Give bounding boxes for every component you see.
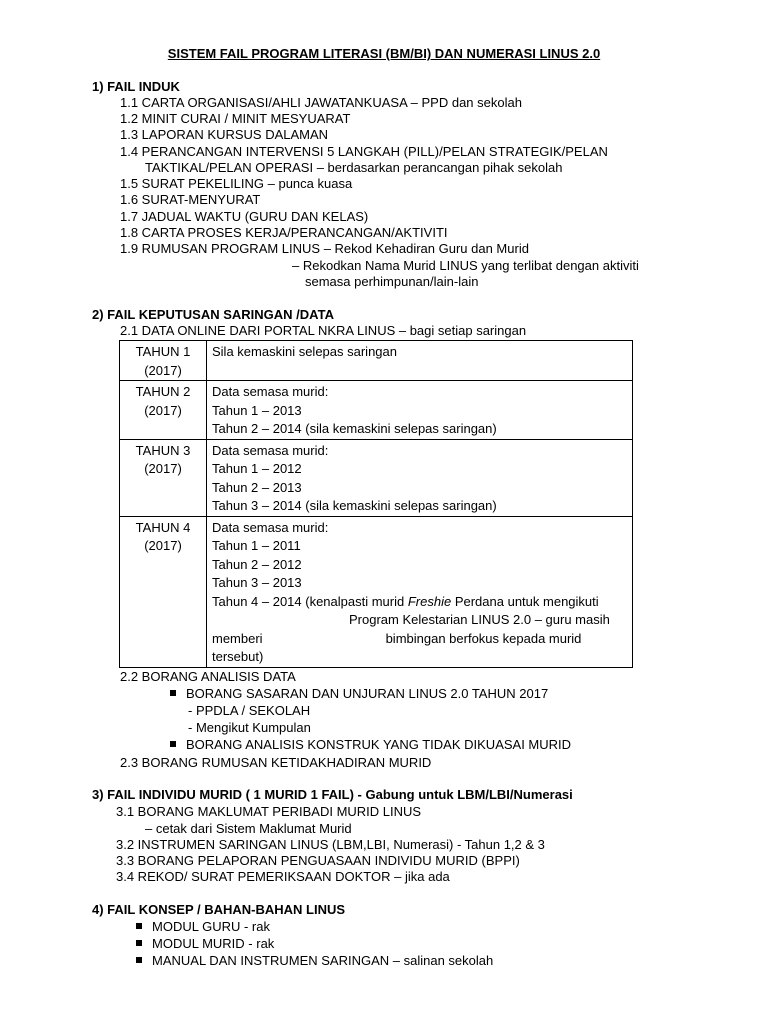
table-data-cell: [207, 341, 633, 381]
year-value: (2017): [144, 461, 182, 476]
cell-text: Perdana untuk mengikuti: [451, 593, 599, 609]
section-2-heading: 2) FAIL KEPUTUSAN SARINGAN /DATA: [92, 307, 334, 322]
bullet-text: BORANG ANALISIS KONSTRUK YANG TIDAK DIKUASAI MURID: [186, 737, 572, 752]
bullet-icon: [170, 690, 176, 696]
bullet-text: MANUAL DAN INSTRUMEN SARINGAN – salinan sekolah: [152, 953, 494, 968]
bullet-icon: [136, 940, 142, 946]
cell-line: Sila kemaskini selepas saringan: [212, 344, 397, 359]
table-row: [120, 381, 633, 440]
cell-line: Data semasa murid:: [212, 384, 329, 399]
cell-line: Tahun 2 – 2013: [212, 479, 302, 495]
year-value: (2017): [144, 538, 182, 553]
cell-line: Tahun 1 – 2013: [212, 402, 302, 418]
cell-line: Tahun 3 – 2013: [212, 575, 302, 590]
table-data-cell: [207, 516, 633, 667]
s1-item-1-1: 1.1 CARTA ORGANISASI/AHLI JAWATANKUASA – PPD dan sekolah: [120, 95, 522, 110]
bullet-text: MODUL GURU - rak: [152, 919, 270, 934]
section-3-heading: 3) FAIL INDIVIDU MURID ( 1 MURID 1 FAIL) - Gabung untuk LBM/LBI/Numerasi: [92, 787, 573, 802]
s3-item-3-1: 3.1 BORANG MAKLUMAT PERIBADI MURID LINUS: [116, 804, 422, 819]
s4-item-1: [136, 919, 270, 935]
bullet-text: BORANG SASARAN DAN UNJURAN LINUS 2.0 TAHUN 2017: [186, 686, 549, 701]
cell-text-italic: Freshie: [407, 593, 452, 609]
cell-line: tersebut): [212, 649, 264, 664]
table-row: [120, 439, 633, 516]
s2-dash-1: - PPDLA / SEKOLAH: [188, 703, 311, 718]
s2-dash-2: - Mengikut Kumpulan: [188, 720, 311, 735]
s2-sub-2-2: 2.2 BORANG ANALISIS DATA: [120, 669, 296, 684]
s1-item-1-4-cont: TAKTIKAL/PELAN OPERASI – berdasarkan perancangan pihak sekolah: [145, 160, 563, 175]
cell-text: bimbingan berfokus kepada murid: [385, 630, 582, 646]
cell-line: Tahun 2 – 2012: [212, 556, 302, 572]
table-year-cell: [120, 516, 207, 667]
table-year-cell: [120, 381, 207, 440]
table-year-cell: [120, 341, 207, 381]
bullet-icon: [136, 923, 142, 929]
cell-text: memberi: [212, 630, 263, 646]
table-data-cell: [207, 439, 633, 516]
cell-line: Tahun 2 – 2014 (sila kemaskini selepas saringan): [212, 421, 497, 436]
s1-item-1-2: 1.2 MINIT CURAI / MINIT MESYUARAT: [120, 111, 351, 126]
section-4-heading: 4) FAIL KONSEP / BAHAN-BAHAN LINUS: [92, 902, 346, 917]
s1-item-1-8: 1.8 CARTA PROSES KERJA/PERANCANGAN/AKTIVITI: [120, 225, 448, 240]
cell-line: Tahun 3 – 2014 (sila kemaskini selepas saringan): [212, 498, 497, 513]
s1-item-1-7: 1.7 JADUAL WAKTU (GURU DAN KELAS): [120, 209, 369, 224]
year-label: TAHUN 2: [135, 384, 191, 399]
bullet-text: MODUL MURID - rak: [152, 936, 275, 951]
s1-item-1-9-cont2: semasa perhimpunan/lain-lain: [305, 274, 479, 289]
document-title: SISTEM FAIL PROGRAM LITERASI (BM/BI) DAN NUMERASI LINUS 2.0: [167, 46, 601, 61]
cell-line: [212, 630, 627, 649]
s1-item-1-5: 1.5 SURAT PEKELILING – punca kuasa: [120, 176, 353, 191]
s2-sub-2-3: 2.3 BORANG RUMUSAN KETIDAKHADIRAN MURID: [120, 755, 432, 770]
table-year-cell: [120, 439, 207, 516]
s3-item-3-2: 3.2 INSTRUMEN SARINGAN LINUS (LBM,LBI, Numerasi) - Tahun 1,2 & 3: [116, 837, 545, 852]
s1-item-1-9-cont: – Rekodkan Nama Murid LINUS yang terlibat dengan aktiviti: [292, 258, 639, 273]
section-1-heading: 1) FAIL INDUK: [92, 79, 180, 94]
s1-item-1-9: 1.9 RUMUSAN PROGRAM LINUS – Rekod Kehadiran Guru dan Murid: [120, 241, 529, 256]
s4-item-2: [136, 936, 274, 952]
cell-line: Data semasa murid:: [212, 519, 329, 535]
table-row: [120, 341, 633, 381]
cell-line: Tahun 1 – 2012: [212, 461, 302, 476]
table-data-cell: [207, 381, 633, 440]
s3-item-3-4: 3.4 REKOD/ SURAT PEMERIKSAAN DOKTOR – jika ada: [116, 869, 450, 884]
s2-sub-2-1: 2.1 DATA ONLINE DARI PORTAL NKRA LINUS – bagi setiap saringan: [120, 323, 527, 338]
bullet-icon: [136, 957, 142, 963]
s3-item-3-3: 3.3 BORANG PELAPORAN PENGUASAAN INDIVIDU MURID (BPPI): [116, 853, 520, 868]
data-table: [119, 340, 633, 668]
year-label: TAHUN 1: [135, 344, 191, 359]
year-label: TAHUN 3: [135, 442, 191, 458]
s2-bullet-2: [170, 737, 571, 753]
s1-item-1-6: 1.6 SURAT-MENYURAT: [120, 192, 261, 207]
cell-line: [212, 593, 627, 612]
table-row: [120, 516, 633, 667]
year-value: (2017): [144, 362, 182, 378]
bullet-icon: [170, 741, 176, 747]
s1-item-1-3: 1.3 LAPORAN KURSUS DALAMAN: [120, 127, 329, 142]
s2-bullet-1: [170, 686, 548, 702]
s4-item-3: [136, 953, 493, 969]
s1-item-1-4: 1.4 PERANCANGAN INTERVENSI 5 LANGKAH (PILL)/PELAN STRATEGIK/PELAN: [120, 144, 608, 159]
s3-item-3-1-cont: – cetak dari Sistem Maklumat Murid: [145, 821, 352, 836]
cell-text: Tahun 4 – 2014 (kenalpasti murid: [212, 593, 408, 609]
cell-line: Program Kelestarian LINUS 2.0 – guru masih: [349, 612, 610, 627]
cell-line: Tahun 1 – 2011: [212, 538, 301, 553]
year-label: TAHUN 4: [135, 519, 191, 535]
year-value: (2017): [144, 402, 182, 418]
cell-line: Data semasa murid:: [212, 442, 329, 458]
